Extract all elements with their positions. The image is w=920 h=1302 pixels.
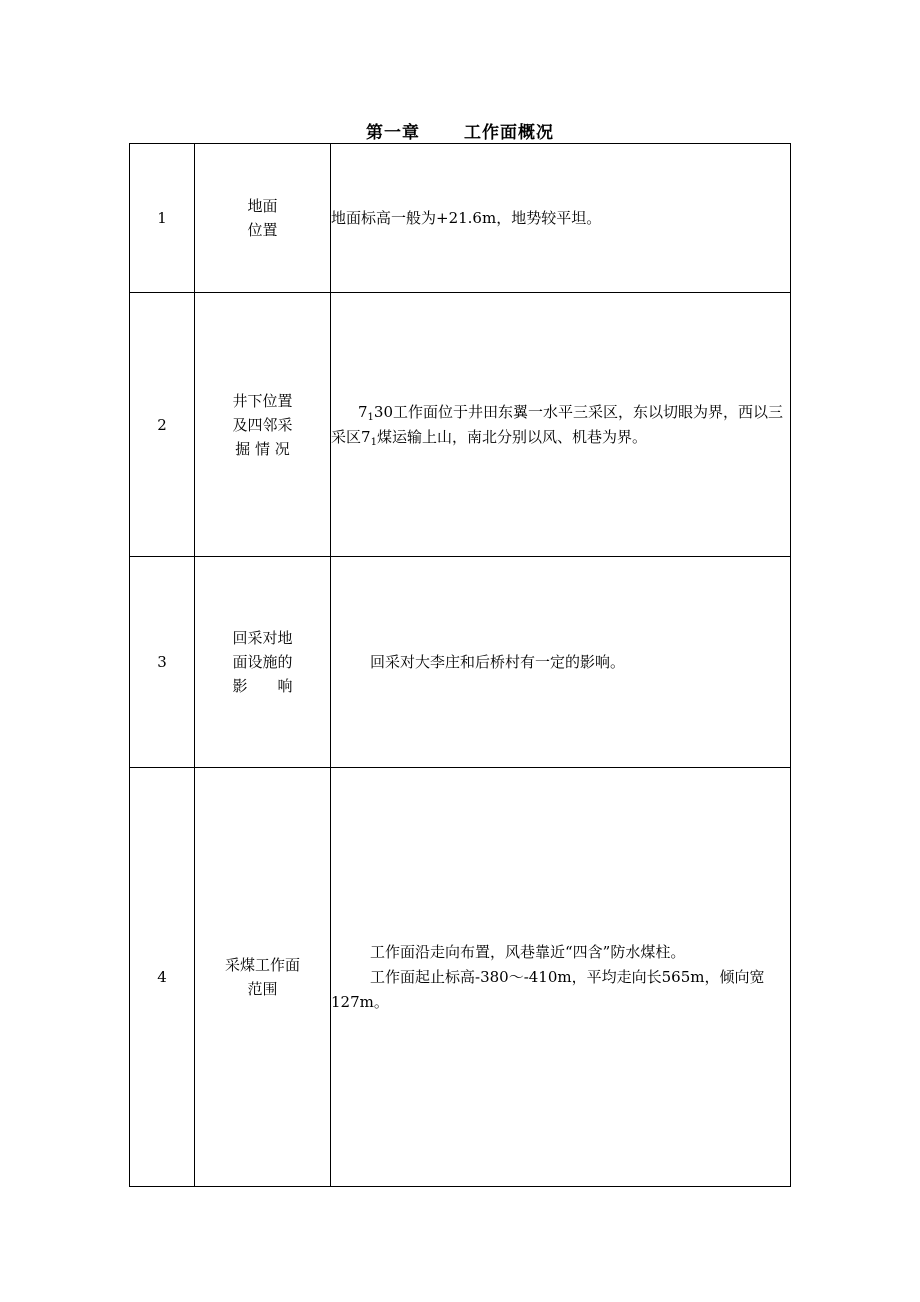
content-paragraph: 工作面沿走向布置，风巷靠近“四含”防水煤柱。 — [370, 942, 686, 961]
row-label — [195, 768, 331, 1187]
row-label — [195, 557, 331, 768]
label-line: 采煤工作面 — [224, 956, 300, 974]
row-number: 2 — [130, 293, 195, 557]
row-number: 1 — [130, 144, 195, 293]
row-content — [331, 293, 791, 557]
content-paragraph — [331, 400, 790, 450]
label-line: 面设施的 — [232, 653, 293, 671]
table-row — [130, 768, 791, 1187]
row-label — [195, 293, 331, 557]
seam-number: 7 — [358, 402, 368, 421]
row-content — [331, 557, 791, 768]
chapter-title: 工作面概况 — [464, 123, 554, 143]
chapter-number: 第一章 — [366, 123, 420, 143]
label-line: 影 响 — [232, 677, 293, 695]
label-line: 井下位置 — [232, 391, 293, 410]
page-title — [0, 118, 920, 143]
label-line: 位置 — [247, 221, 278, 239]
row-content — [331, 144, 791, 293]
label-line: 回采对地 — [232, 629, 293, 647]
label-line: 地面 — [247, 197, 278, 215]
seam-number: 7 — [361, 427, 371, 446]
table-row — [130, 557, 791, 768]
seam-subscript: 1 — [367, 411, 374, 423]
overview-table — [129, 143, 791, 1187]
content-text: 煤运输上山，南北分别以风、机巷为界。 — [376, 427, 647, 446]
row-number: 3 — [130, 557, 195, 768]
seam-subscript: 1 — [370, 436, 377, 448]
content-paragraph: 地面标高一般为+21.6m，地势较平坦。 — [331, 208, 602, 227]
row-number: 4 — [130, 768, 195, 1187]
label-line: 掘 情 况 — [235, 439, 290, 458]
table-row — [130, 293, 791, 557]
label-line: 范围 — [247, 980, 278, 998]
label-line: 及四邻采 — [232, 415, 293, 434]
content-text: 30工作面位于井田东翼一水平三采区，东以切眼为界，西以三采区 — [331, 402, 784, 446]
table-row — [130, 144, 791, 293]
row-content — [331, 768, 791, 1187]
row-label — [195, 144, 331, 293]
content-paragraph: 工作面起止标高-380～-410m，平均走向长565m，倾向宽127m。 — [331, 967, 765, 1011]
content-paragraph: 回采对大李庄和后桥村有一定的影响。 — [370, 652, 626, 671]
